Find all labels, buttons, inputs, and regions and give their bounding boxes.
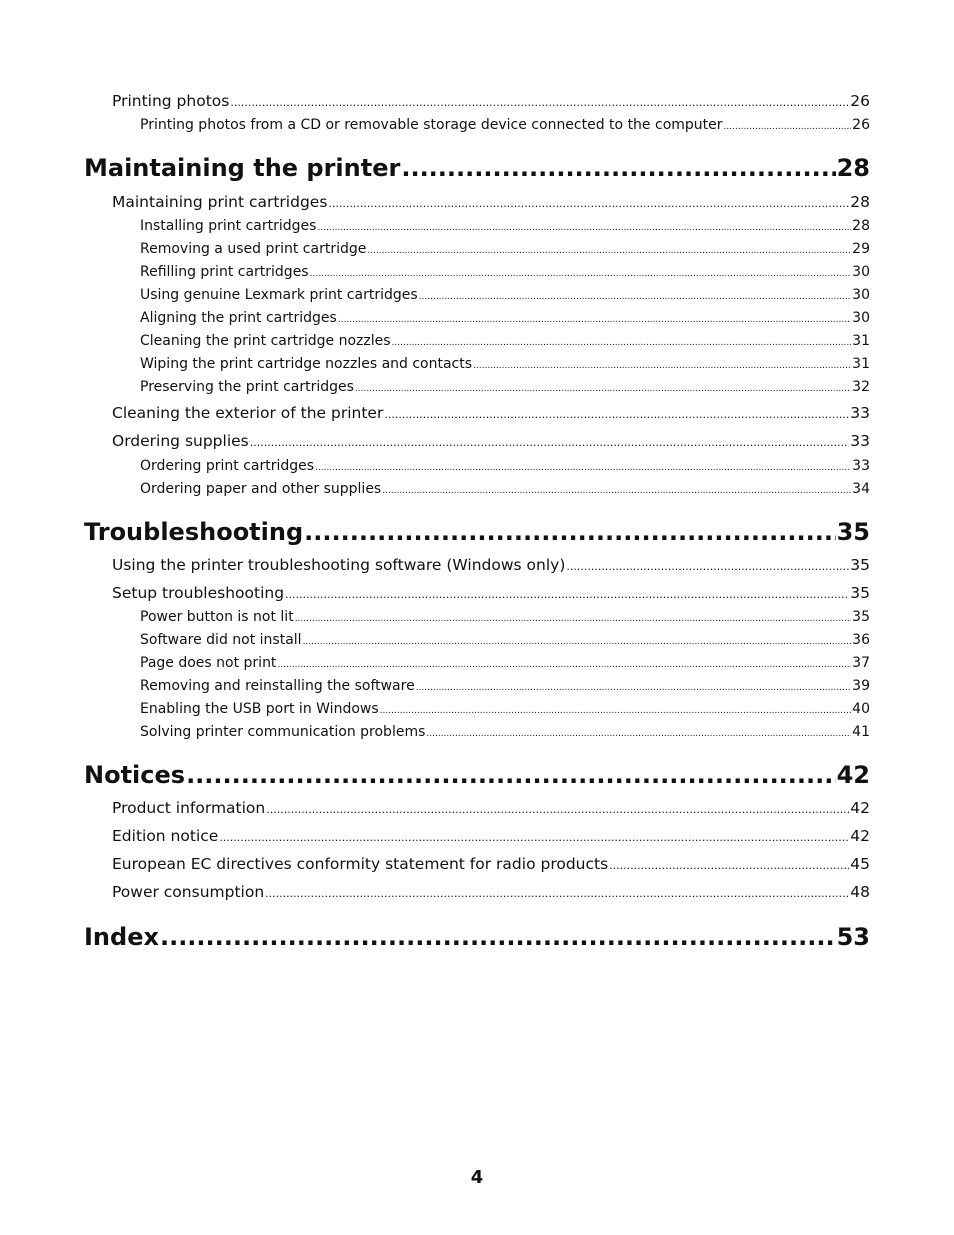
dot-leader [285, 584, 849, 604]
dot-leader [266, 799, 849, 819]
toc-entry-title: Preserving the print cartridges [140, 379, 354, 395]
toc-entry-title: Cleaning the exterior of the printer [112, 404, 384, 422]
toc-entry-page: 45 [850, 855, 870, 873]
toc-chapter-page: 28 [836, 154, 870, 182]
toc-chapter[interactable] [84, 921, 870, 953]
toc-entry[interactable] [140, 377, 870, 397]
dot-leader [310, 264, 852, 282]
toc-entry[interactable] [140, 239, 870, 259]
dot-leader [230, 92, 849, 112]
toc-entry[interactable] [140, 354, 870, 374]
toc-entry-title: Aligning the print cartridges [140, 310, 337, 326]
toc-entry-page: 30 [852, 264, 870, 280]
toc-entry[interactable] [140, 607, 870, 627]
toc-entry[interactable] [112, 402, 870, 424]
toc-entry-title: Power button is not lit [140, 609, 294, 625]
toc-entry[interactable] [112, 825, 870, 847]
dot-leader [426, 724, 851, 742]
toc-chapter-title: Troubleshooting [84, 518, 304, 546]
dot-leader [186, 759, 836, 791]
toc-entry-page: 41 [852, 724, 870, 740]
toc-entry-page: 33 [852, 458, 870, 474]
dot-leader [265, 883, 849, 903]
dot-leader [380, 701, 852, 719]
dot-leader [416, 678, 851, 696]
toc-chapter-page: 42 [836, 761, 870, 789]
toc-entry[interactable] [112, 797, 870, 819]
toc-entry-title: European EC directives conformity statement for radio products [112, 855, 609, 873]
toc-entry-page: 28 [852, 218, 870, 234]
dot-leader [392, 333, 852, 351]
toc-entry-title: Printing photos from a CD or removable storage device connected to the computer [140, 117, 723, 133]
toc-chapter-title: Maintaining the printer [84, 154, 401, 182]
dot-leader [277, 655, 851, 673]
toc-entry-page: 36 [852, 632, 870, 648]
toc-entry-page: 28 [850, 193, 870, 211]
toc-entry-page: 39 [852, 678, 870, 694]
dot-leader [315, 458, 851, 476]
toc-entry[interactable] [140, 630, 870, 650]
toc-entry[interactable] [112, 582, 870, 604]
toc-entry-page: 40 [852, 701, 870, 717]
toc-entry[interactable] [140, 699, 870, 719]
toc-entry[interactable] [140, 331, 870, 351]
toc-entry-title: Ordering supplies [112, 432, 249, 450]
dot-leader [724, 117, 852, 135]
toc-entry-title: Using the printer troubleshooting software (Windows only) [112, 556, 566, 574]
toc-entry-title: Wiping the print cartridge nozzles and contacts [140, 356, 473, 372]
toc-entry[interactable] [140, 262, 870, 282]
toc-entry-title: Using genuine Lexmark print cartridges [140, 287, 418, 303]
toc-entry[interactable] [140, 216, 870, 236]
dot-leader [250, 432, 850, 452]
toc-chapter[interactable] [84, 152, 870, 184]
toc-entry[interactable] [140, 479, 870, 499]
toc-entry-page: 37 [852, 655, 870, 671]
toc-entry-title: Removing and reinstalling the software [140, 678, 415, 694]
dot-leader [317, 218, 851, 236]
toc-entry-page: 33 [850, 404, 870, 422]
toc-entry-title: Installing print cartridges [140, 218, 317, 234]
toc-entry-title: Product information [112, 799, 266, 817]
toc-entry[interactable] [140, 115, 870, 135]
toc-entry-page: 30 [852, 287, 870, 303]
toc-entry-page: 32 [852, 379, 870, 395]
toc-entry-title: Ordering print cartridges [140, 458, 315, 474]
toc-entry-page: 35 [850, 556, 870, 574]
toc-entry-page: 31 [852, 356, 870, 372]
toc-entry[interactable] [140, 285, 870, 305]
dot-leader [160, 921, 836, 953]
toc-entry-title: Setup troubleshooting [112, 584, 285, 602]
toc-entry[interactable] [140, 456, 870, 476]
toc-entry-title: Cleaning the print cartridge nozzles [140, 333, 391, 349]
toc-chapter-page: 53 [836, 923, 870, 951]
toc-entry[interactable] [112, 191, 870, 213]
toc-entry-title: Edition notice [112, 827, 219, 845]
toc-entry-page: 26 [852, 117, 870, 133]
toc-entry-page: 35 [850, 584, 870, 602]
toc-entry-title: Ordering paper and other supplies [140, 481, 382, 497]
toc-chapter[interactable] [84, 759, 870, 791]
toc-entry-page: 30 [852, 310, 870, 326]
toc-entry-title: Enabling the USB port in Windows [140, 701, 379, 717]
toc-chapter-page: 35 [836, 518, 870, 546]
toc-entry-page: 42 [850, 799, 870, 817]
toc-entry[interactable] [112, 430, 870, 452]
dot-leader [219, 827, 849, 847]
toc-entry-page: 35 [852, 609, 870, 625]
toc-chapter-title: Notices [84, 761, 186, 789]
toc-entry[interactable] [140, 722, 870, 742]
dot-leader [401, 152, 835, 184]
toc-entry-page: 29 [852, 241, 870, 257]
dot-leader [295, 609, 851, 627]
toc-entry-title: Printing photos [112, 92, 230, 110]
dot-leader [328, 193, 849, 213]
toc-entry-title: Page does not print [140, 655, 277, 671]
dot-leader [367, 241, 851, 259]
toc-chapter[interactable] [84, 516, 870, 548]
toc-chapter-title: Index [84, 923, 159, 951]
toc-entry-page: 26 [850, 92, 870, 110]
toc-entry[interactable] [112, 881, 870, 903]
toc-entry[interactable] [112, 554, 870, 576]
toc-entry-page: 42 [850, 827, 870, 845]
page-number: 4 [470, 1167, 484, 1188]
toc-entry-title: Maintaining print cartridges [112, 193, 328, 211]
toc-entry[interactable] [140, 653, 870, 673]
toc-entry-title: Refilling print cartridges [140, 264, 309, 280]
toc-entry[interactable] [140, 308, 870, 328]
dot-leader [609, 855, 849, 875]
dot-leader [303, 632, 852, 650]
dot-leader [419, 287, 852, 305]
dot-leader [473, 356, 851, 374]
dot-leader [384, 404, 849, 424]
toc-entry-title: Software did not install [140, 632, 302, 648]
toc-entry-title: Removing a used print cartridge [140, 241, 367, 257]
toc-entry-title: Power consumption [112, 883, 265, 901]
dot-leader [382, 481, 851, 499]
toc-entry-title: Solving printer communication problems [140, 724, 426, 740]
toc-entry-page: 33 [850, 432, 870, 450]
toc-entry-page: 34 [852, 481, 870, 497]
dot-leader [355, 379, 851, 397]
dot-leader [304, 516, 835, 548]
toc-entry-page: 31 [852, 333, 870, 349]
toc-entry[interactable] [112, 90, 870, 112]
toc-entry-page: 48 [850, 883, 870, 901]
toc-entry[interactable] [140, 676, 870, 696]
dot-leader [338, 310, 851, 328]
toc-entry[interactable] [112, 853, 870, 875]
dot-leader [566, 556, 849, 576]
